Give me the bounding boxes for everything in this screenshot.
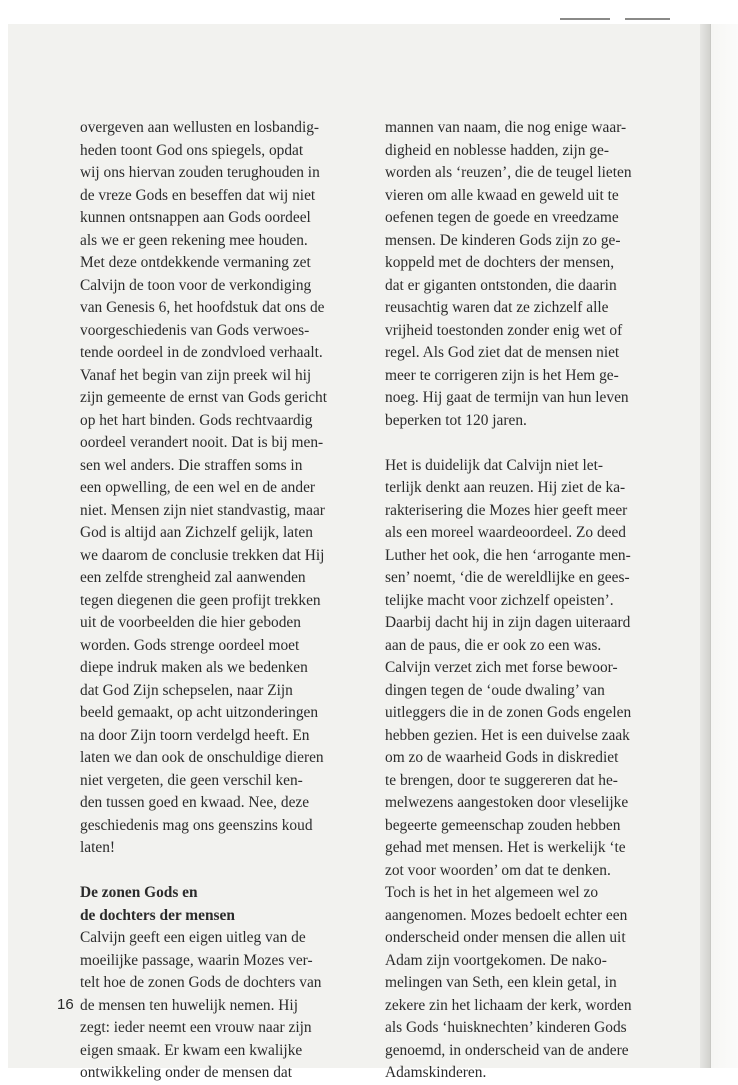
page-gutter-shadow [700, 24, 710, 1068]
scan-artifact-line [625, 18, 670, 20]
body-paragraph: mannen van naam, die nog enige waar- digheid en noblesse hadden, zijn ge- worden als ‘reuzen’, die de teugel lieten vieren om alle kwaad en geweld uit te oefenen tegen de goede en vreedzame mensen. De kinderen Gods zijn zo ge- koppeld met de dochters der mensen, dat er giganten ontstonden, die daarin reusachtig waren dat ze zichzelf alle vrijheid toestonden zonder enig wet of regel. Als God ziet dat de mensen niet meer te corrigeren zijn is het Hem ge- noeg. Hij gaat de termijn van hun leven beperken tot 120 jaren. [385, 119, 632, 429]
body-paragraph: Het is duidelijk dat Calvijn niet let- terlijk denkt aan reuzen. Hij ziet de ka- rakterisering die Mozes hier geeft meer als een moreel waardeoordeel. Zo deed Luther het ook, die hen ‘arrogante men- sen’ noemt, ‘die de wereldlijke en gees- telijke macht voor zichzelf opeisten’. Daarbij dacht hij in zijn dagen uiteraard aan de paus, die er ook zo een was. Calvijn verzet zich met forse bewoor- dingen tegen de ‘oude dwaling’ van uitleggers die in de zonen Gods engelen hebben gezien. Het is een duivelse zaak om zo de waarheid Gods in diskrediet te brengen, door te suggereren dat he- melwezens aangestoken door vleselijke begeerte gemeenschap zouden hebben gehad met mensen. Het is werkelijk ‘te zot voor woorden’ om dat te denken. Toch is het in het algemeen wel zo aangenomen. Mozes bedoelt echter een onderscheid onder mensen die allen uit Adam zijn voortgekomen. De nako- melingen van Seth, een klein getal, in zekere zin het lichaam der kerk, worden als Gods ‘huisknechten’ kinderen Gods genoemd, in onderscheid van de andere Adamskinderen. [385, 456, 632, 1081]
page-number: 16 [57, 996, 74, 1013]
paragraph-spacer [385, 432, 685, 455]
section-heading: De zonen Gods en de dochters der mensen [80, 884, 235, 924]
body-paragraph: overgeven aan wellusten en losbandig- heden toont God ons spiegels, opdat wij ons hiervan zouden terughouden in de vreze Gods en beseffen dat wij niet kunnen ontsnappen aan Gods oordeel als we er geen rekening mee houden. Met deze ontdekkende vermaning zet Calvijn de toon voor de verkondiging van Genesis 6, het hoofdstuk dat ons de voorgeschiedenis van Gods verwoes- tende oordeel in de zondvloed verhaalt. Vanaf het begin van zijn preek wil hij zijn gemeente de ernst van Gods gericht op het hart binden. Gods rechtvaardig oordeel verandert nooit. Dat is bij men- sen wel anders. Die straffen soms in een opwelling, de een wel en de ander niet. Mensen zijn niet standvastig, maar God is altijd aan Zichzelf gelijk, laten we daarom de conclusie trekken dat Hij een zelfde strengheid zal aanwenden tegen diegenen die geen profijt trekken uit de voorbeelden die hier geboden worden. Gods strenge oordeel moet diepe indruk maken als we bedenken dat God Zijn schepselen, naar Zijn beeld gemaakt, op acht uitzonderingen na door Zijn toorn verdelgd heeft. En laten we dan ook de onschuldige dieren niet vergeten, die geen verschil ken- den tussen goed en kwaad. Nee, deze geschiedenis mag ons geenszins koud laten! [80, 119, 328, 856]
paragraph-spacer [80, 860, 380, 883]
next-page-edge [710, 24, 738, 1068]
body-paragraph: Calvijn geeft een eigen uitleg van de moeilijke passage, waarin Mozes ver- telt hoe de zonen Gods de dochters van de mensen ten huwelijk nemen. Hij zegt: ieder neemt een vrouw naar zijn eigen smaak. Er kwam een kwalijke ontwikkeling onder de mensen dat [80, 929, 322, 1081]
scan-artifact-line [560, 18, 610, 20]
scan-background-top [0, 0, 738, 24]
left-text-column [80, 117, 380, 1085]
right-text-column [385, 117, 685, 1085]
